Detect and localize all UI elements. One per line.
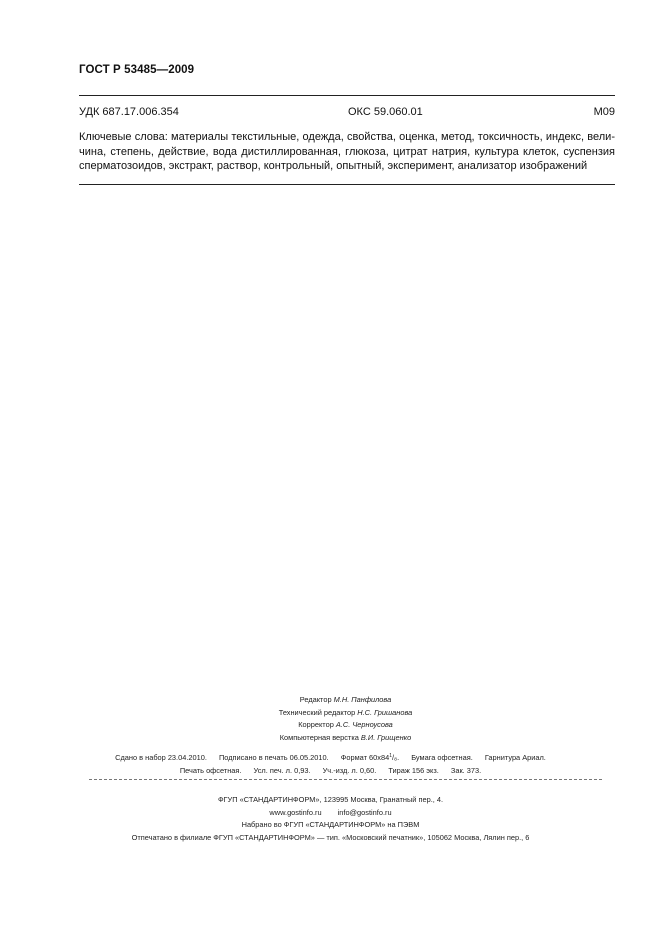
bottom-divider [79, 184, 615, 185]
tech-editor-label: Технический редактор [278, 707, 356, 717]
typeset-date: Сдано в набор 23.04.2010. [115, 753, 207, 762]
print-sheets: Усл. печ. л. 0,93. [253, 765, 311, 775]
editor-name: М.Н. Панфилова [333, 695, 392, 704]
oks-code: ОКС 59.060.01 [348, 106, 423, 118]
paper-type: Бумага офсетная. [411, 753, 473, 762]
standard-number: ГОСТ Р 53485—2009 [79, 64, 195, 76]
order-number: Зак. 373. [450, 765, 482, 775]
editor-label: Редактор [299, 695, 332, 704]
printed-note: Отпечатано в филиале ФГУП «СТАНДАРТИНФОРМ» — тип. «Московский печатник», 105062 Москва, Лялин пер., 6 [131, 832, 530, 842]
format-info: Формат $60х84^1/_8$. [340, 753, 400, 762]
circulation: Тираж 156 экз. [388, 765, 439, 775]
publisher-contacts [0, 807, 661, 820]
keywords-line: Ключевые слова: материалы текстильные, одежда, свойства, оценка, метод, токсичность, индекс, вели- [79, 131, 615, 143]
corrector-credit [0, 719, 661, 732]
font-info: Гарнитура Ариал. [484, 753, 546, 762]
keywords-line: сперматозоидов, экстракт, раствор, контрольный, опытный, эксперимент, анализатор изображений [79, 160, 588, 172]
layout-label: Компьютерная верстка [279, 732, 359, 742]
classification-row [79, 106, 615, 120]
editor-credit [0, 694, 661, 707]
email-link[interactable]: info@gostinfo.ru [337, 807, 392, 817]
print-type: Печать офсетная. [179, 765, 242, 775]
tech-editor-credit [0, 707, 661, 720]
publication-line-2 [0, 765, 661, 778]
publication-line-1 [0, 750, 661, 765]
top-divider [79, 95, 615, 96]
typeset-note: Набрано во ФГУП «СТАНДАРТИНФОРМ» на ПЭВМ [241, 820, 420, 829]
keywords-block [79, 130, 615, 174]
layout-name: В.И. Грищенко [360, 732, 412, 742]
udk-code: УДК 687.17.006.354 [79, 106, 179, 118]
credits-block [0, 694, 661, 744]
corrector-name: А.С. Черноусова [335, 720, 393, 729]
corrector-label: Корректор [298, 720, 334, 729]
keywords-line: чина, степень, действие, вода дистиллированная, глюкоза, цитрат натрия, культура клеток, суспензия [79, 145, 615, 158]
layout-credit [0, 732, 661, 745]
website-link[interactable]: www.gostinfo.ru [269, 807, 322, 817]
publication-info [0, 750, 661, 777]
publisher-address: ФГУП «СТАНДАРТИНФОРМ», 123995 Москва, Гранатный пер., 4. [217, 795, 444, 804]
publisher-footer [0, 794, 661, 844]
category-code: М09 [593, 106, 615, 118]
tech-editor-name: Н.С. Гришанова [357, 707, 413, 717]
dashed-divider [89, 779, 602, 780]
print-signed-date: Подписано в печать 06.05.2010. [218, 753, 329, 762]
publishing-sheets: Уч.-изд. л. 0,60. [322, 765, 377, 775]
